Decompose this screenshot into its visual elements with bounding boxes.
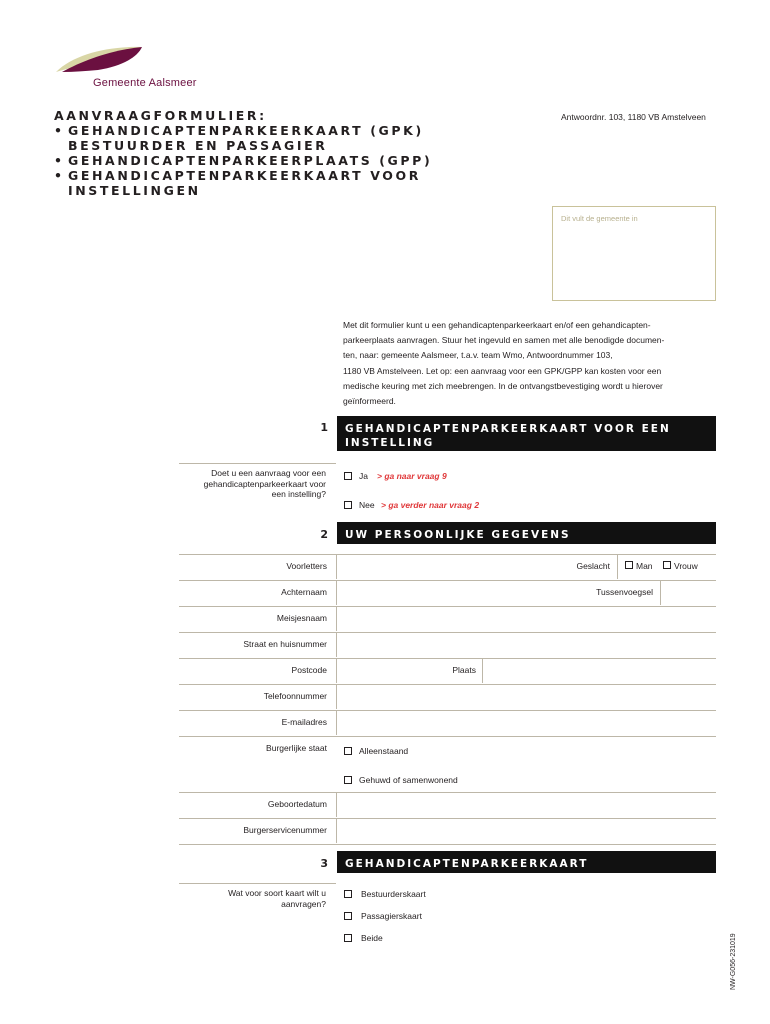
- section-header: [337, 851, 716, 873]
- intro-line: Met dit formulier kunt u een gehandicaptenparkeerkaart en/of een gehandicapten-: [343, 320, 651, 330]
- beide-label: Beide: [361, 933, 383, 943]
- checkbox-ja[interactable]: [344, 472, 352, 480]
- divider: [179, 463, 336, 464]
- geslacht-label: Geslacht: [576, 561, 610, 571]
- straat-field[interactable]: [337, 633, 716, 656]
- title-item-text: BESTUURDER EN PASSAGIER: [68, 138, 328, 153]
- plaats-label: Plaats: [452, 665, 476, 675]
- intro-line: 1180 VB Amstelveen. Let op: een aanvraag voor een GPK/GPP kan kosten voor een: [343, 365, 662, 376]
- meisjesnaam-label: Meisjesnaam: [276, 613, 327, 623]
- title-item: • GEHANDICAPTENPARKEERPLAATS (GPP): [54, 153, 433, 168]
- bsn-label: Burgerservicenummer: [243, 825, 327, 835]
- section-title: INSTELLING: [345, 437, 435, 449]
- title-line: AANVRAAGFORMULIER:: [54, 108, 267, 123]
- goto-question-2: > ga verder naar vraag 2: [381, 500, 480, 510]
- divider: [179, 883, 336, 884]
- tussenvoegsel-field[interactable]: [661, 581, 716, 604]
- section-title: GEHANDICAPTENPARKEERKAART VOOR EEN: [345, 423, 671, 435]
- return-address: Antwoordnr. 103, 1180 VB Amstelveen: [561, 112, 706, 122]
- vrouw-label: Vrouw: [674, 561, 698, 571]
- question-line: Doet u een aanvraag voor een: [211, 468, 326, 478]
- question-label: [176, 888, 326, 909]
- section-header: [337, 522, 716, 544]
- checkbox-alleenstaand[interactable]: [344, 747, 352, 755]
- field-rule: [179, 844, 716, 845]
- email-label: E-mailadres: [281, 717, 327, 727]
- voorletters-label: Voorletters: [286, 561, 327, 571]
- section-number: 1: [320, 421, 328, 434]
- checkbox-beide[interactable]: [344, 934, 352, 942]
- title-item: • GEHANDICAPTENPARKEERKAART VOOR: [54, 168, 421, 183]
- achternaam-label: Achternaam: [281, 587, 327, 597]
- burgerlijke-staat-label: Burgerlijke staat: [266, 743, 327, 753]
- voorletters-field[interactable]: [337, 555, 567, 578]
- title-item-text: GEHANDICAPTENPARKEERPLAATS (GPP): [68, 153, 433, 168]
- meisjesnaam-field[interactable]: [337, 607, 716, 630]
- checkbox-nee[interactable]: [344, 501, 352, 509]
- gehuwd-label: Gehuwd of samenwonend: [359, 775, 458, 785]
- logo-wordmark: Gemeente Aalsmeer: [93, 77, 197, 89]
- intro-text: [343, 318, 715, 409]
- question-line: Wat voor soort kaart wilt u: [228, 888, 326, 898]
- section-number: 3: [320, 857, 328, 870]
- option-nee-label: Nee: [359, 500, 375, 510]
- intro-line: medische keuring met zich meebrengen. In de ontvangstbevestiging wordt u hierover: [343, 380, 663, 391]
- man-label: Man: [636, 561, 653, 571]
- intro-line: ten, naar: gemeente Aalsmeer, t.a.v. team Wmo, Antwoordnummer 103,: [343, 350, 613, 361]
- intro-line: parkeerplaats aanvragen. Stuur het ingevuld en samen met alle benodigde documen-: [343, 335, 665, 346]
- section-header: [337, 416, 716, 451]
- section-number: 2: [320, 528, 328, 541]
- municipality-use-box: [552, 206, 716, 301]
- bsn-field[interactable]: [337, 819, 716, 842]
- checkbox-passagierskaart[interactable]: [344, 912, 352, 920]
- goto-question-9: > ga naar vraag 9: [377, 471, 447, 481]
- bestuurderskaart-label: Bestuurderskaart: [361, 889, 426, 899]
- question-label: [176, 468, 326, 500]
- field-separator: [617, 554, 618, 579]
- gemeente-aalsmeer-logo: [54, 42, 144, 76]
- question-line: gehandicaptenparkeerkaart voor: [203, 478, 326, 489]
- telefoon-label: Telefoonnummer: [263, 691, 327, 701]
- alleenstaand-label: Alleenstaand: [359, 746, 409, 756]
- form-code: NW-G056-231019: [730, 933, 737, 990]
- checkbox-bestuurderskaart[interactable]: [344, 890, 352, 898]
- title-item: • GEHANDICAPTENPARKEERKAART (GPK): [54, 123, 424, 138]
- straat-label: Straat en huisnummer: [243, 639, 327, 649]
- title-item-text: GEHANDICAPTENPARKEERKAART (GPK): [68, 123, 424, 138]
- tussenvoegsel-label: Tussenvoegsel: [596, 587, 653, 597]
- field-rule: [179, 736, 716, 737]
- title-item-text: GEHANDICAPTENPARKEERKAART VOOR: [68, 168, 421, 183]
- geboortedatum-label: Geboortedatum: [267, 799, 327, 809]
- intro-line: geïnformeerd.: [343, 396, 396, 407]
- email-field[interactable]: [337, 711, 716, 734]
- option-ja-label: Ja: [359, 471, 368, 481]
- plaats-field[interactable]: [483, 659, 716, 682]
- postcode-label: Postcode: [291, 665, 327, 675]
- telefoon-field[interactable]: [337, 685, 716, 708]
- question-line: aanvragen?: [281, 898, 326, 909]
- postcode-field[interactable]: [337, 659, 437, 682]
- section-title: UW PERSOONLIJKE GEGEVENS: [345, 529, 571, 541]
- title-item-text: INSTELLINGEN: [68, 183, 201, 198]
- municipality-use-label: Dit vult de gemeente in: [561, 214, 638, 223]
- form-title: [54, 108, 432, 198]
- title-item-continued: [54, 183, 432, 198]
- achternaam-field[interactable]: [337, 581, 577, 604]
- passagierskaart-label: Passagierskaart: [361, 911, 422, 921]
- title-item-continued: [54, 138, 432, 153]
- question-line: een instelling?: [271, 489, 326, 499]
- checkbox-man[interactable]: [625, 561, 633, 569]
- checkbox-vrouw[interactable]: [663, 561, 671, 569]
- section-title: GEHANDICAPTENPARKEERKAART: [345, 858, 589, 870]
- geboortedatum-field[interactable]: [337, 793, 716, 816]
- checkbox-gehuwd[interactable]: [344, 776, 352, 784]
